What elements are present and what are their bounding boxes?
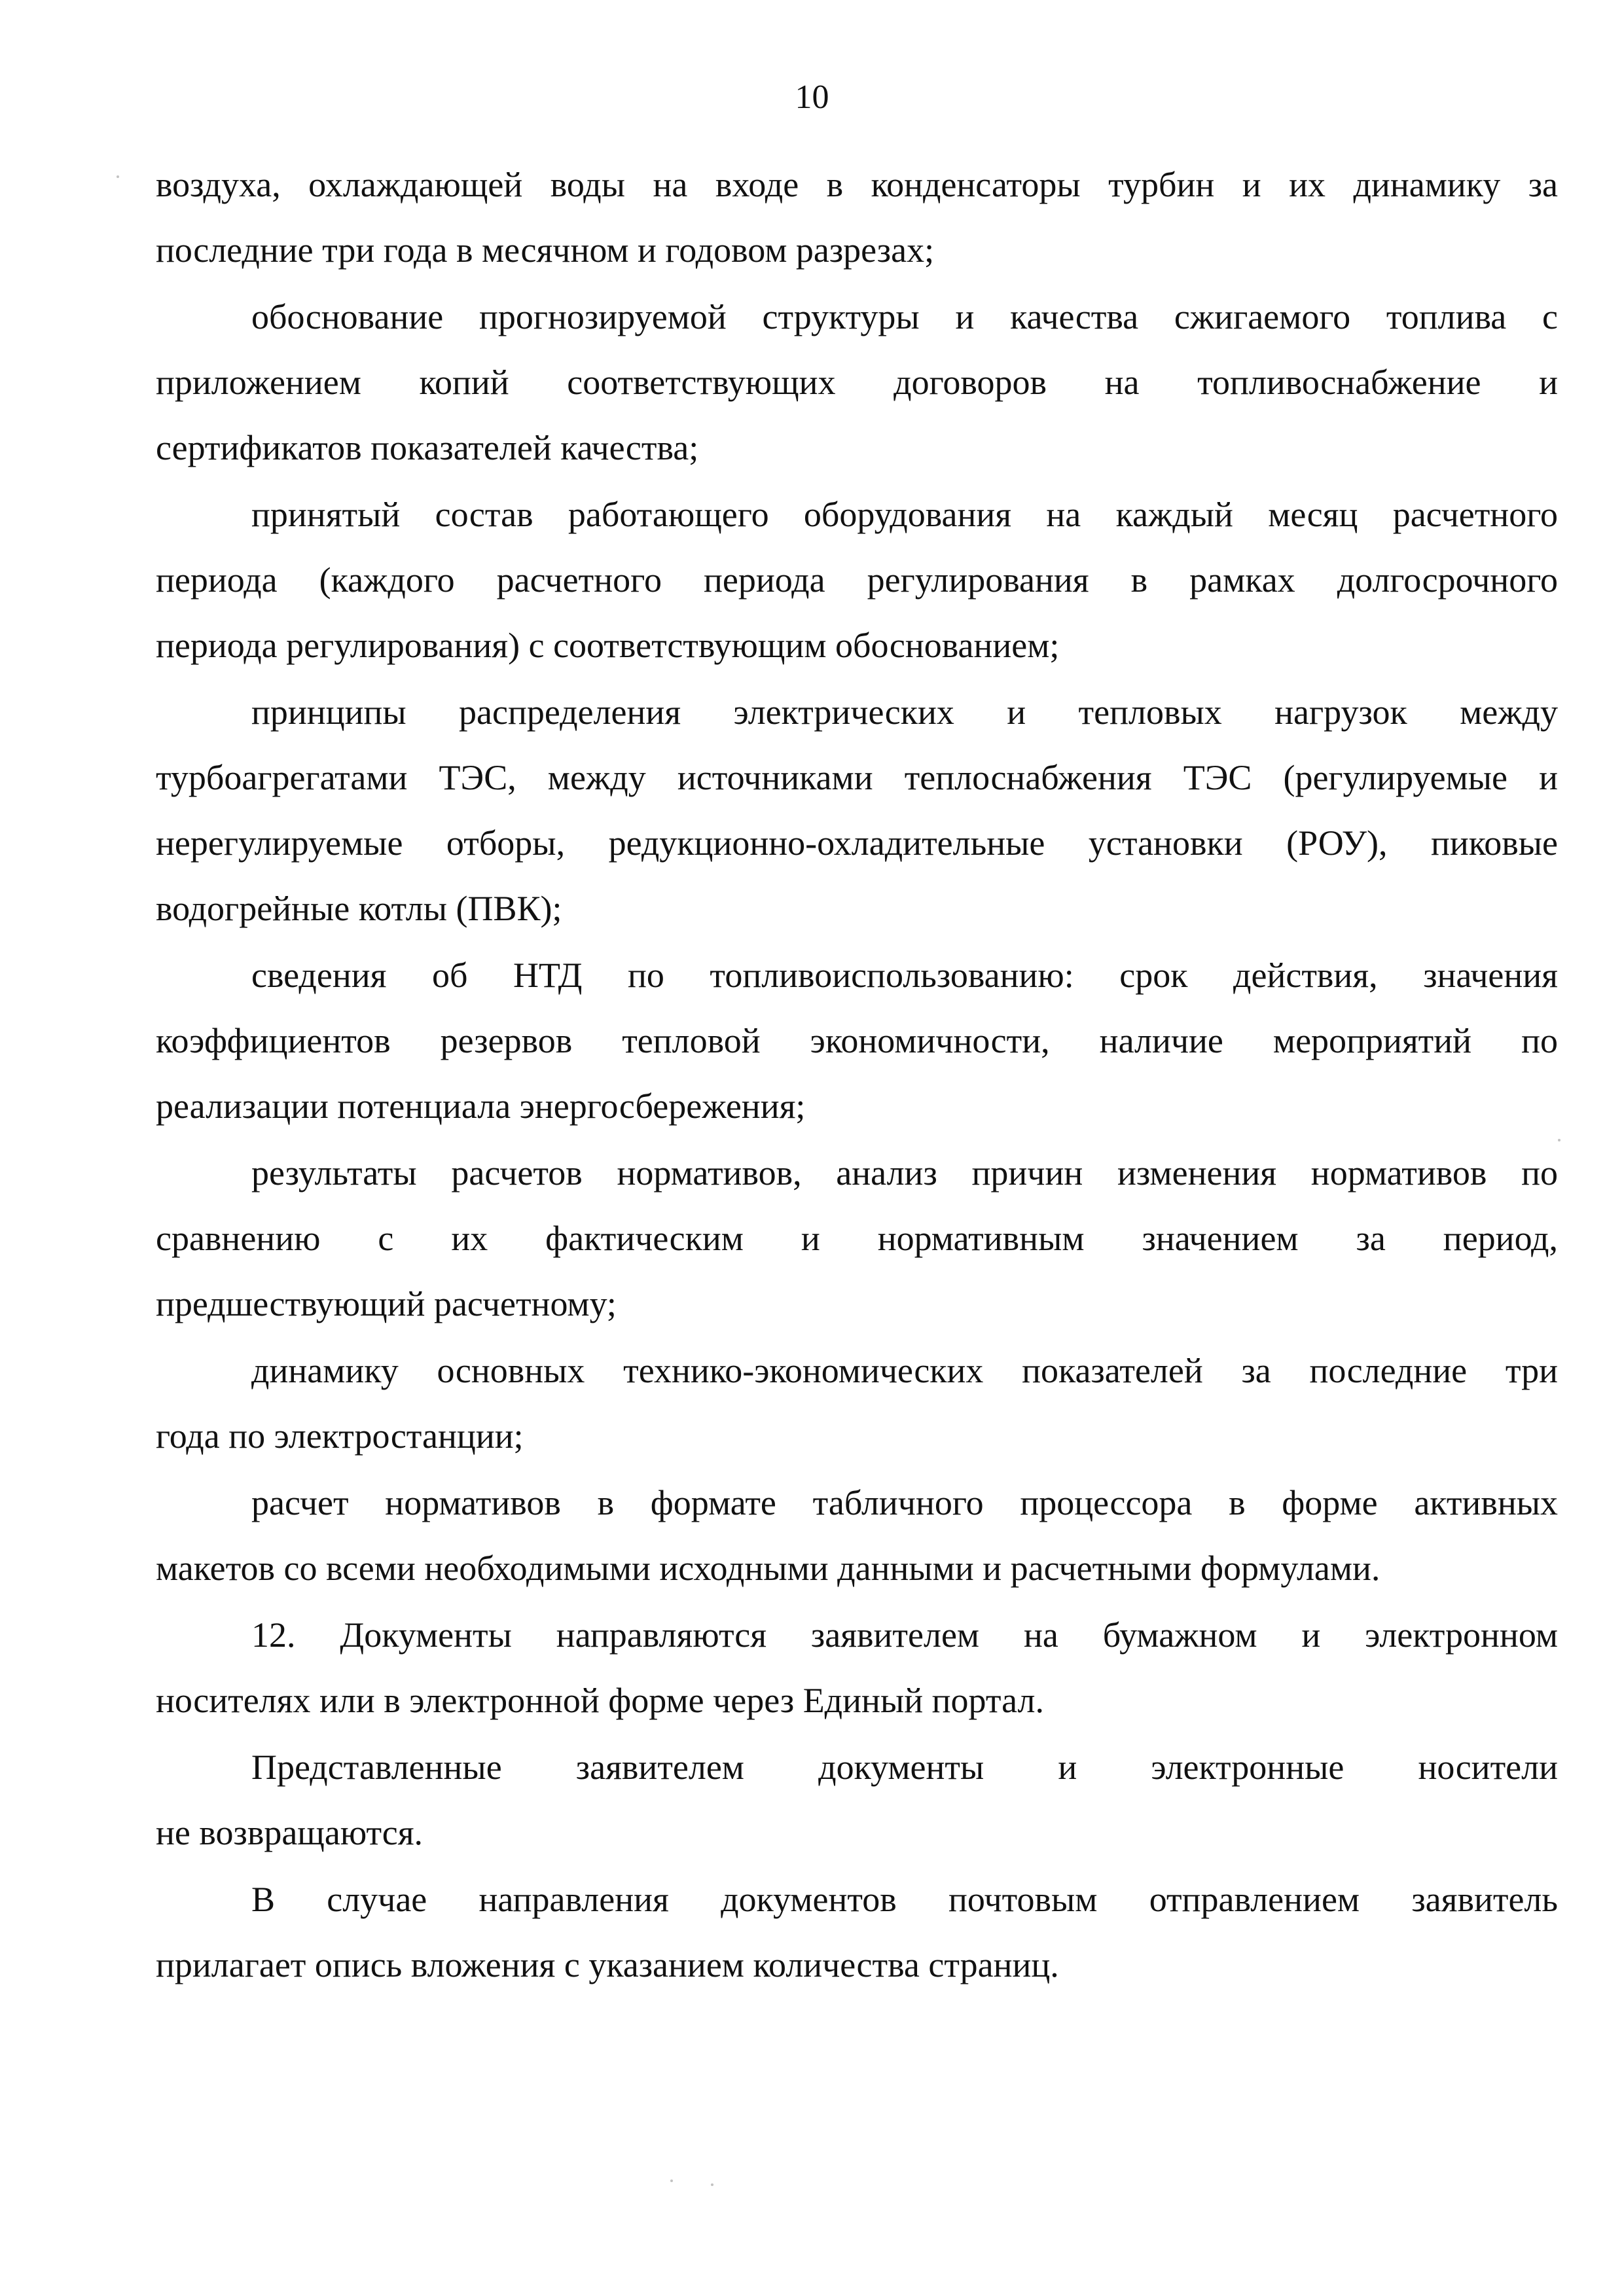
scan-speck <box>711 2183 713 2186</box>
paragraph-line: макетов со всеми необходимыми исходными данными и расчетными формулами. <box>156 1549 1380 1588</box>
paragraph-line: водогрейные котлы (ПВК); <box>156 889 562 928</box>
scan-speck <box>670 2179 673 2182</box>
paragraph <box>156 284 1558 480</box>
paragraph-line: расчет нормативов в формате табличного процессора в форме активных <box>251 1483 1558 1522</box>
paragraph <box>156 1338 1558 1469</box>
paragraph-line: Представленные заявителем документы и электронные носители <box>251 1748 1558 1787</box>
paragraph-line: воздуха, охлаждающей воды на входе в конденсаторы турбин и их динамику за <box>156 165 1558 204</box>
paragraph-line: коэффициентов резервов тепловой экономичности, наличие мероприятий по <box>156 1021 1558 1060</box>
paragraph-line: В случае направления документов почтовым отправлением заявитель <box>251 1880 1558 1919</box>
paragraph <box>156 152 1558 283</box>
paragraph <box>156 1602 1558 1733</box>
paragraph <box>156 1734 1558 1865</box>
paragraph-line: года по электростанции; <box>156 1416 524 1456</box>
paragraph <box>156 482 1558 678</box>
paragraph-line: 12. Документы направляются заявителем на бумажном и электронном <box>251 1615 1558 1655</box>
paragraph-line: сведения об НТД по топливоиспользованию: срок действия, значения <box>251 956 1558 995</box>
paragraph-line: нерегулируемые отборы, редукционно-охладительные установки (РОУ), пиковые <box>156 823 1558 863</box>
paragraph-line: периода регулирования) с соответствующим обоснованием; <box>156 626 1060 665</box>
paragraph-line: обоснование прогнозируемой структуры и качества сжигаемого топлива с <box>251 297 1558 336</box>
paragraph-line: прилагает опись вложения с указанием количества страниц. <box>156 1945 1059 1984</box>
scan-speck <box>117 175 119 178</box>
paragraph-line: предшествующий расчетному; <box>156 1284 617 1323</box>
document-body <box>156 152 1558 1999</box>
paragraph-line: сравнению с их фактическим и нормативным значением за период, <box>156 1219 1558 1258</box>
paragraph <box>156 942 1558 1139</box>
paragraph-line: турбоагрегатами ТЭС, между источниками теплоснабжения ТЭС (регулируемые и <box>156 758 1558 797</box>
paragraph-line: результаты расчетов нормативов, анализ причин изменения нормативов по <box>251 1153 1558 1193</box>
paragraph-line: сертификатов показателей качества; <box>156 428 699 467</box>
paragraph <box>156 1140 1558 1336</box>
paragraph-line: принятый состав работающего оборудования на каждый месяц расчетного <box>251 495 1558 534</box>
scan-speck <box>1558 1139 1561 1141</box>
paragraph <box>156 1867 1558 1998</box>
page-number: 10 <box>795 79 829 116</box>
paragraph <box>156 679 1558 941</box>
paragraph-line: периода (каждого расчетного периода регулирования в рамках долгосрочного <box>156 560 1558 600</box>
paragraph-line: динамику основных технико-экономических показателей за последние три <box>251 1351 1558 1390</box>
paragraph-line: принципы распределения электрических и тепловых нагрузок между <box>251 692 1558 732</box>
paragraph-line: последние три года в месячном и годовом разрезах; <box>156 230 935 270</box>
paragraph-line: приложением копий соответствующих договоров на топливоснабжение и <box>156 363 1558 402</box>
paragraph-line: не возвращаются. <box>156 1813 424 1852</box>
paragraph <box>156 1470 1558 1601</box>
paragraph-line: реализации потенциала энергосбережения; <box>156 1086 806 1126</box>
paragraph-line: носителях или в электронной форме через Единый портал. <box>156 1681 1044 1720</box>
